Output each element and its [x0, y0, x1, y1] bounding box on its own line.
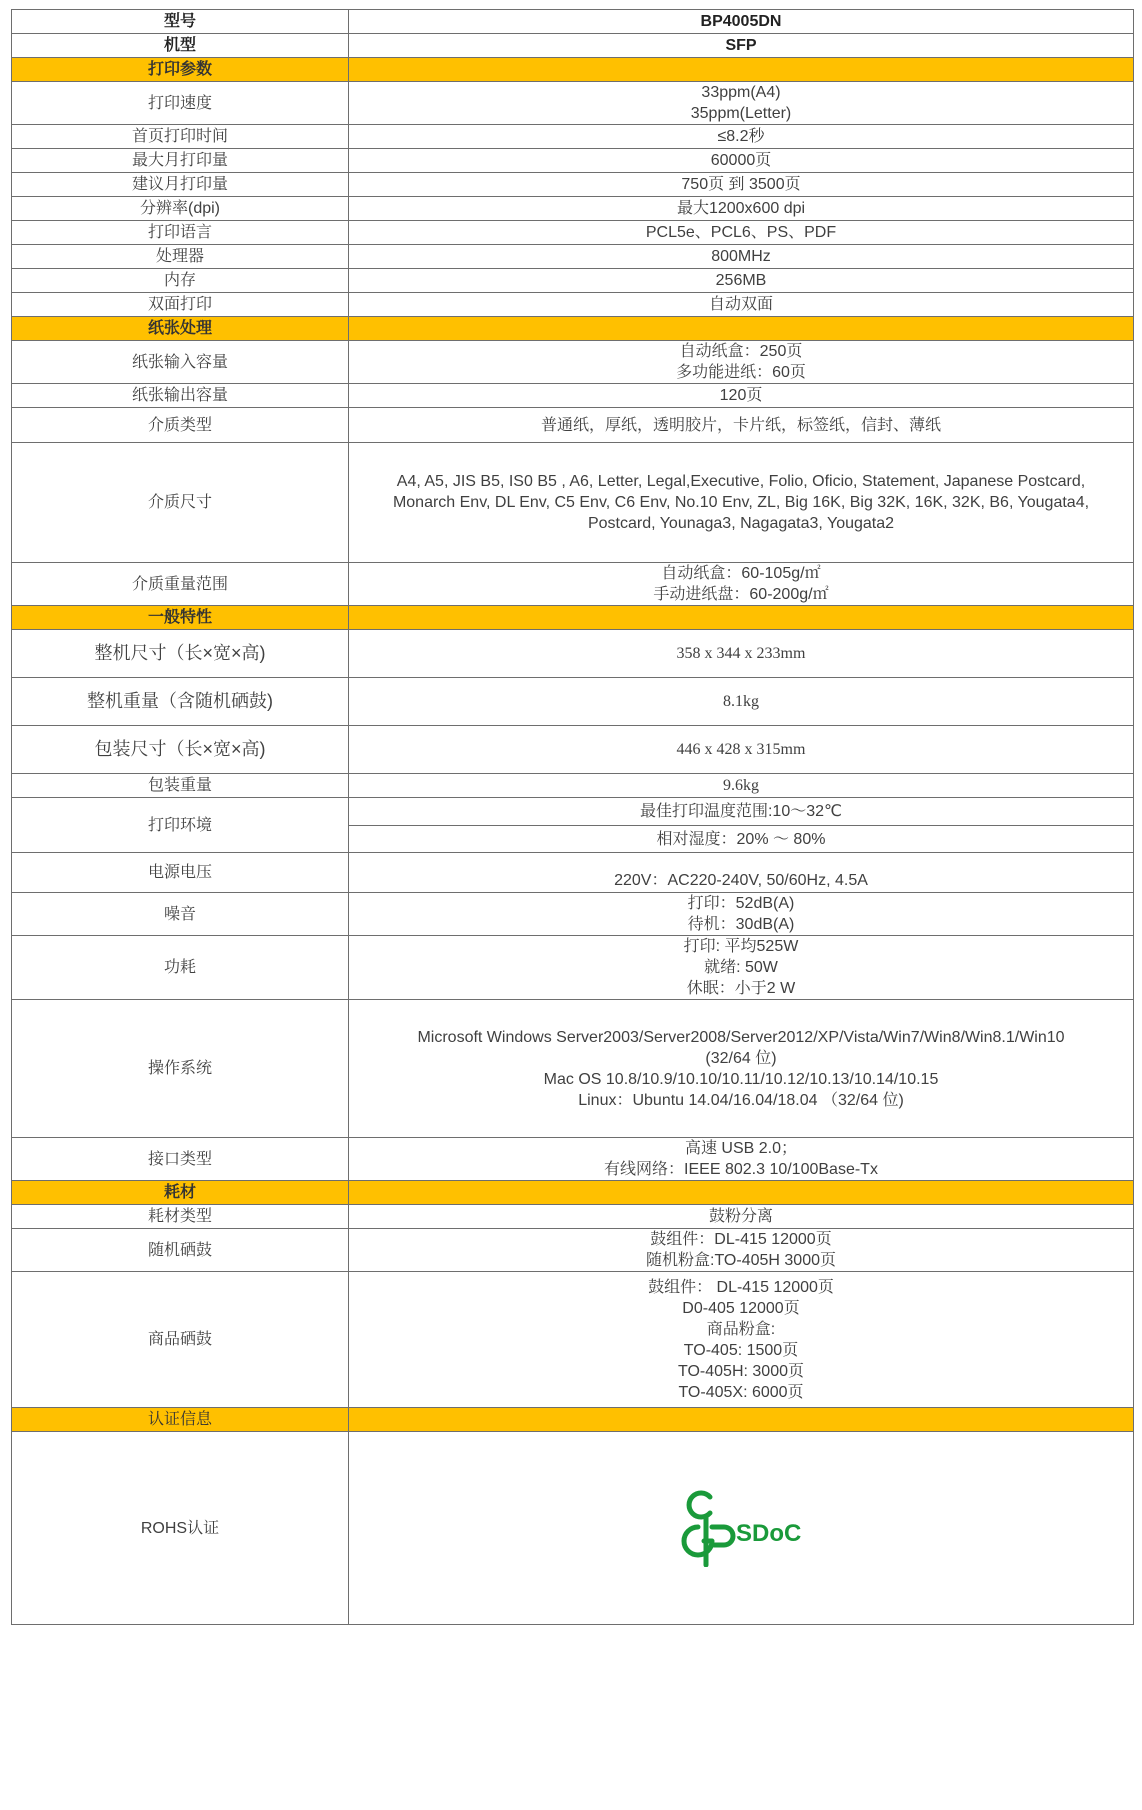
row-label: 噪音 [12, 893, 349, 936]
row-value [349, 1229, 1134, 1272]
row-label: 内存 [12, 269, 349, 293]
row-label: ROHS认证 [12, 1432, 349, 1625]
table-row [12, 1272, 1134, 1408]
row-label: 接口类型 [12, 1138, 349, 1181]
row-value [349, 341, 1134, 384]
table-row [12, 10, 1134, 34]
table-row [12, 853, 1134, 893]
value-line: 鼓组件： DL-415 12000页 [648, 1278, 834, 1296]
value-line: Monarch Env, DL Env, C5 Env, C6 Env, No.10 Env, ZL, Big 16K, Big 32K, 16K, 32K, B6, Yougata4, [392, 494, 1090, 511]
value-line: 打印：52dB(A) [687, 895, 795, 912]
row-label: 建议月打印量 [12, 173, 349, 197]
value-line: TO-405: 1500页 [683, 1341, 799, 1359]
value-line: TO-405H: 3000页 [678, 1362, 804, 1380]
table-row [12, 34, 1134, 58]
row-label: 包装尺寸（长×宽×高) [12, 726, 349, 774]
row-label: 打印环境 [12, 798, 349, 853]
spec-table [11, 9, 1134, 1625]
table-row [12, 1229, 1134, 1272]
row-label: 最大月打印量 [12, 149, 349, 173]
row-value: 普通纸，厚纸，透明胶片，卡片纸，标签纸，信封、薄纸 [349, 408, 1134, 443]
row-label: 包装重量 [12, 774, 349, 798]
row-value [349, 936, 1134, 1000]
value-line: 就绪: 50W [704, 959, 778, 976]
value-line: 33ppm(A4) [701, 84, 781, 101]
value-line: A4, A5, JIS B5, IS0 B5 , A6, Letter, Legal,Executive, Folio, Oficio, Statement, Japanese Postcard, [396, 473, 1086, 490]
row-label: 纸张输出容量 [12, 384, 349, 408]
value-line: 手动进纸盘：60-200g/㎡ [653, 586, 829, 603]
section-cert-title: 认证信息 [12, 1408, 349, 1432]
section-paper-title: 纸张处理 [12, 317, 349, 341]
value-line: 有线网络：IEEE 802.3 10/100Base-Tx [604, 1161, 878, 1178]
value-line: 休眠：小于2 W [686, 980, 796, 997]
row-value: 256MB [349, 269, 1134, 293]
logo-text: SDoC [736, 1520, 802, 1547]
table-row [12, 1432, 1134, 1625]
section-row [12, 317, 1134, 341]
table-row [12, 341, 1134, 384]
row-label: 打印语言 [12, 221, 349, 245]
section-row [12, 58, 1134, 82]
table-row [12, 82, 1134, 125]
value-line: 35ppm(Letter) [690, 105, 792, 122]
table-row [12, 774, 1134, 798]
row-value: 60000页 [349, 149, 1134, 173]
value-line: (32/64 位) [705, 1049, 777, 1067]
value-line: 随机粉盒:TO-405H 3000页 [646, 1252, 836, 1269]
row-label: 介质尺寸 [12, 443, 349, 563]
section-row [12, 606, 1134, 630]
row-value [349, 1000, 1134, 1138]
table-row [12, 173, 1134, 197]
table-row [12, 1138, 1134, 1181]
type-value: SFP [349, 34, 1134, 58]
row-value [349, 82, 1134, 125]
row-label: 操作系统 [12, 1000, 349, 1138]
table-row [12, 221, 1134, 245]
row-value [349, 443, 1134, 563]
section-consumables-title: 耗材 [12, 1181, 349, 1205]
table-row [12, 443, 1134, 563]
table-row [12, 408, 1134, 443]
table-row [12, 798, 1134, 826]
table-row [12, 630, 1134, 678]
table-row [12, 1000, 1134, 1138]
value-line: 自动纸盒：60-105g/㎡ [661, 565, 821, 582]
table-row [12, 245, 1134, 269]
row-value: 相对湿度：20% ～ 80% [349, 826, 1134, 853]
model-label: 型号 [12, 10, 349, 34]
value-line: 鼓组件：DL-415 12000页 [650, 1231, 832, 1248]
row-label: 整机重量（含随机硒鼓) [12, 678, 349, 726]
row-value: 最佳打印温度范围:10～32℃ [349, 798, 1134, 826]
row-label: 随机硒鼓 [12, 1229, 349, 1272]
section-print-title: 打印参数 [12, 58, 349, 82]
row-value: 8.1kg [349, 678, 1134, 726]
value-line: 自动纸盒：250页 [679, 343, 803, 360]
value-line: 商品粉盒: [706, 1320, 776, 1338]
row-label: 商品硒鼓 [12, 1272, 349, 1408]
value-line: Linux：Ubuntu 14.04/16.04/18.04 （32/64 位) [578, 1091, 904, 1109]
table-row [12, 197, 1134, 221]
table-row [12, 149, 1134, 173]
row-label: 介质类型 [12, 408, 349, 443]
section-row [12, 1181, 1134, 1205]
value-line: Postcard, Younaga3, Nagagata3, Yougata2 [587, 515, 895, 532]
row-value: 800MHz [349, 245, 1134, 269]
row-value [349, 893, 1134, 936]
value-line: 多功能进纸：60页 [676, 364, 806, 381]
row-value: 最大1200x600 dpi [349, 197, 1134, 221]
row-value: 446 x 428 x 315mm [349, 726, 1134, 774]
model-value: BP4005DN [349, 10, 1134, 34]
row-label: 整机尺寸（长×宽×高) [12, 630, 349, 678]
table-row [12, 293, 1134, 317]
table-row [12, 936, 1134, 1000]
gp-sdoc-logo-icon [676, 1483, 806, 1573]
row-label: 打印速度 [12, 82, 349, 125]
row-label: 纸张输入容量 [12, 341, 349, 384]
row-value: PCL5e、PCL6、PS、PDF [349, 221, 1134, 245]
row-label: 功耗 [12, 936, 349, 1000]
row-value [349, 563, 1134, 606]
row-label: 介质重量范围 [12, 563, 349, 606]
table-row [12, 893, 1134, 936]
row-value [349, 1138, 1134, 1181]
value-line: TO-405X: 6000页 [678, 1383, 804, 1401]
value-line: 打印: 平均525W [683, 938, 799, 955]
row-value: 9.6kg [349, 774, 1134, 798]
type-label: 机型 [12, 34, 349, 58]
row-value: 358 x 344 x 233mm [349, 630, 1134, 678]
row-label: 处理器 [12, 245, 349, 269]
value-line: Mac OS 10.8/10.9/10.10/10.11/10.12/10.13/10.14/10.15 [543, 1070, 939, 1088]
value-line: 待机：30dB(A) [687, 916, 795, 933]
row-value: 自动双面 [349, 293, 1134, 317]
value-line: Microsoft Windows Server2003/Server2008/Server2012/XP/Vista/Win7/Win8/Win8.1/Win10 [417, 1028, 1065, 1046]
table-row [12, 563, 1134, 606]
row-label: 电源电压 [12, 853, 349, 893]
row-value [349, 1272, 1134, 1408]
table-row [12, 678, 1134, 726]
row-value: 220V：AC220-240V, 50/60Hz, 4.5A [349, 853, 1134, 893]
table-row [12, 1205, 1134, 1229]
row-label: 首页打印时间 [12, 125, 349, 149]
value-line: D0-405 12000页 [682, 1299, 800, 1317]
row-value [349, 1432, 1134, 1625]
row-value: 750页 到 3500页 [349, 173, 1134, 197]
table-row [12, 726, 1134, 774]
table-row [12, 384, 1134, 408]
row-label: 双面打印 [12, 293, 349, 317]
row-label: 耗材类型 [12, 1205, 349, 1229]
row-value: 120页 [349, 384, 1134, 408]
value-line: 高速 USB 2.0； [684, 1140, 798, 1157]
table-row [12, 125, 1134, 149]
row-value: 鼓粉分离 [349, 1205, 1134, 1229]
table-row [12, 269, 1134, 293]
section-row [12, 1408, 1134, 1432]
section-general-title: 一般特性 [12, 606, 349, 630]
row-label: 分辨率(dpi) [12, 197, 349, 221]
row-value: ≤8.2秒 [349, 125, 1134, 149]
